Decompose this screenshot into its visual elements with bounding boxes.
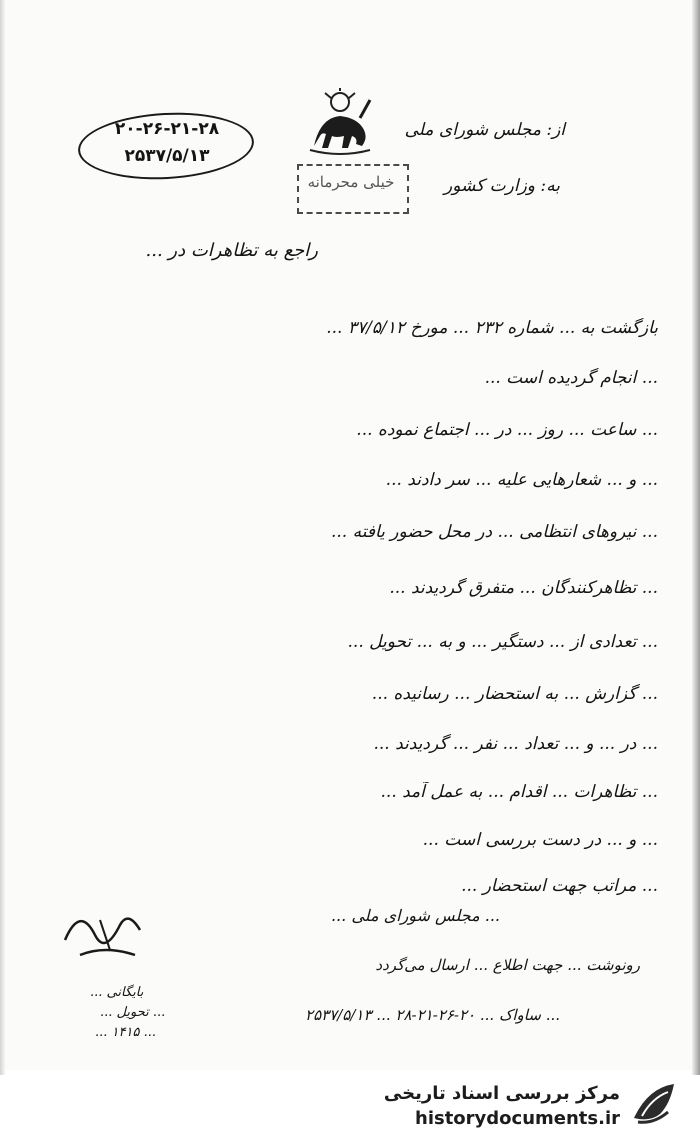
body-line: بازگشت به ... شماره ۲۳۲ ... مورخ ۳۷/۵/۱۲ ...: [326, 318, 658, 338]
address-from: از: مجلس شورای ملی: [404, 120, 565, 140]
body-line: ... و ... شعارهایی علیه ... سر دادند ...: [385, 470, 658, 490]
page-left-edge: [0, 0, 5, 1075]
lion-and-sun-emblem-icon: [300, 88, 380, 160]
body-line: ... تعدادی از ... دستگیر ... و به ... تحویل ...: [347, 632, 658, 652]
footer-line: ... ساواک ... ۲۰-۲۶-۲۱-۲۸ ... ۲۵۳۷/۵/۱۳: [305, 1006, 560, 1024]
body-line: ... تظاهرکنندگان ... متفرق گردیدند ...: [389, 578, 658, 598]
address-to: به: وزارت کشور: [444, 176, 560, 196]
watermark-url: historydocuments.ir: [415, 1108, 620, 1129]
file-number: ۲۰-۲۶-۲۱-۲۸: [114, 119, 220, 139]
book-icon: [628, 1078, 680, 1130]
page-right-edge: [692, 0, 700, 1075]
subject-line: راجع به تظاهرات در ...: [145, 240, 318, 261]
body-line: ... تظاهرات ... اقدام ... به عمل آمد ...: [380, 782, 658, 802]
margin-note: ... ۱۴۱۵ ...: [95, 1025, 156, 1040]
watermark-name: مرکز بررسی اسناد تاریخی: [383, 1083, 620, 1104]
handwritten-signature: [60, 900, 150, 970]
classification-stamp-text: خیلی محرمانه: [307, 173, 395, 191]
body-line: ... نیروهای انتظامی ... در محل حضور یافته ...: [330, 522, 658, 542]
body-line: ... گزارش ... به استحضار ... رسانیده ...: [371, 684, 658, 704]
body-line: ... در ... و ... تعداد ... نفر ... گردیدند ...: [373, 734, 658, 754]
body-line: ... انجام گردیده است ...: [484, 368, 658, 388]
body-line: ... مراتب جهت استحضار ...: [461, 876, 658, 896]
closing-line: رونوشت ... جهت اطلاع ... ارسال می‌گردد: [375, 956, 640, 974]
signature-line: ... مجلس شورای ملی ...: [330, 906, 500, 925]
body-line: ... ساعت ... روز ... در ... اجتماع نموده ...: [356, 420, 658, 440]
margin-note: بایگانی ...: [90, 985, 144, 1000]
margin-note: ... تحویل ...: [100, 1005, 166, 1020]
file-date: ۲۵۳۷/۵/۱۳: [124, 146, 210, 166]
body-line: ... و ... در دست بررسی است ...: [422, 830, 658, 850]
